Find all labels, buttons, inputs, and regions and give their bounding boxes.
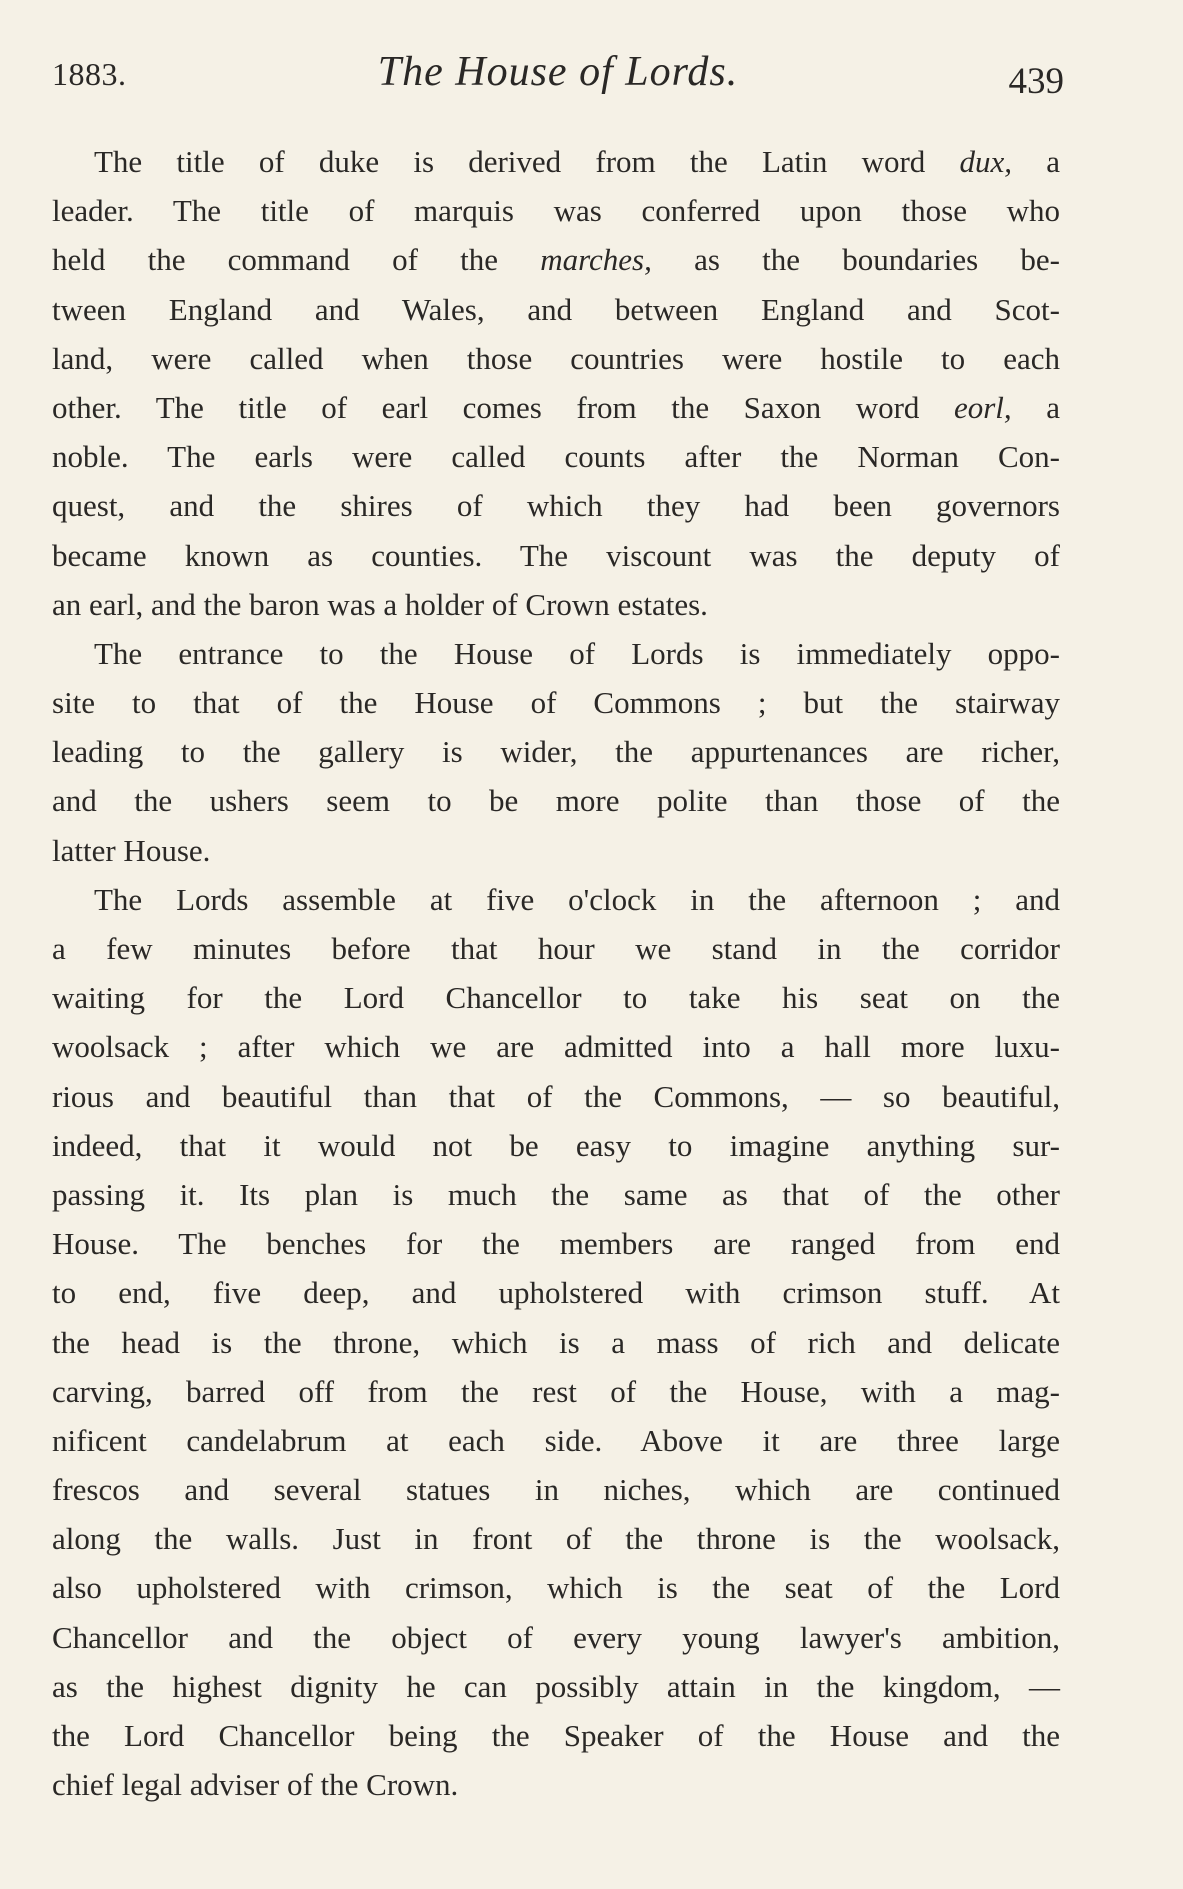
text-line [52,481,1060,530]
text-segment: nificent candelabrum at each side. Above it are three large [52,1422,1060,1458]
text-line [52,285,1060,334]
text-line [52,186,1060,235]
text-segment: waiting for the Lord Chancellor to take his seat on the [52,980,1060,1016]
text-line [52,924,1060,973]
text-line [52,531,1060,580]
text-segment: the head is the throne, which is a mass of rich and delicate [52,1324,1060,1360]
text-segment: Chancellor and the object of every young lawyer's ambition, [52,1619,1060,1655]
paragraph [52,875,1060,1810]
text-line [52,1563,1060,1612]
text-line [52,1121,1060,1170]
text-line [52,1662,1060,1711]
header-title: The House of Lords. [377,49,739,95]
italic-word: dux, [959,144,1013,179]
text-segment: quest, and the shires of which they had been governors [52,488,1060,524]
text-segment: latter House. [52,832,211,868]
paragraph [52,137,1060,629]
text-segment: an earl, and the baron was a holder of Crown estates. [52,586,708,622]
text-segment: as the highest dignity he can possibly attain in the kingdom, — [52,1668,1060,1704]
text-line [52,383,1060,432]
text-segment: a [1012,144,1060,179]
text-segment: land, were called when those countries were hostile to each [52,340,1060,376]
running-header [52,48,1064,108]
text-line [52,1318,1060,1367]
text-line [52,1367,1060,1416]
text-segment: House. The benches for the members are ranged from end [52,1226,1060,1262]
text-line [52,235,1060,284]
text-line [52,776,1060,825]
text-segment: the Lord Chancellor being the Speaker of the House and the [52,1718,1060,1753]
header-year: 1883. [52,56,127,92]
italic-word: eorl, [953,389,1012,425]
body-text [52,137,1060,1809]
text-segment: rious and beautiful than that of the Commons, — so beautiful, [52,1078,1060,1114]
text-segment: along the walls. Just in front of the throne is the woolsack, [52,1521,1060,1557]
text-segment: chief legal adviser of the Crown. [52,1767,459,1803]
text-line [52,678,1060,727]
text-segment: The Lords assemble at five o'clock in the afternoon ; and [94,881,1060,917]
text-line [52,1760,1060,1809]
text-line [52,629,1060,678]
text-segment: tween England and Wales, and between England and Scot- [52,291,1060,327]
text-line [52,973,1060,1022]
text-line [52,1465,1060,1514]
text-segment: to end, five deep, and upholstered with crimson stuff. At [52,1275,1060,1311]
text-segment: The title of duke is derived from the Latin word [94,144,960,179]
text-line [52,334,1060,383]
text-segment: other. The title of earl comes from the Saxon word [52,389,954,425]
text-line [52,1170,1060,1219]
text-line [52,826,1060,875]
text-line [52,137,1060,186]
text-line [52,727,1060,776]
page-number: 439 [1008,61,1064,102]
text-segment: indeed, that it would not be easy to imagine anything sur- [52,1127,1060,1163]
text-segment: as the boundaries be- [651,242,1061,278]
text-line [52,1072,1060,1121]
text-segment: a few minutes before that hour we stand in the corridor [52,931,1060,966]
text-line [52,1613,1060,1662]
italic-word: marches, [540,242,652,278]
text-line [52,875,1060,924]
text-segment: became known as counties. The viscount was the deputy of [52,537,1060,573]
text-segment: leader. The title of marquis was conferred upon those who [52,193,1060,229]
text-segment: also upholstered with crimson, which is the seat of the Lord [52,1570,1060,1606]
text-segment: frescos and several statues in niches, which are continued [52,1472,1060,1508]
text-line [52,580,1060,629]
text-line [52,1416,1060,1465]
text-segment: The entrance to the House of Lords is immediately oppo- [94,635,1060,671]
text-line [52,1268,1060,1317]
text-line [52,1219,1060,1268]
text-segment: leading to the gallery is wider, the appurtenances are richer, [52,734,1060,770]
text-line [52,1022,1060,1071]
text-segment: woolsack ; after which we are admitted into a hall more luxu- [52,1029,1060,1065]
text-segment: noble. The earls were called counts after the Norman Con- [52,439,1060,475]
paragraph [52,629,1060,875]
text-segment: a [1011,389,1060,425]
text-segment: and the ushers seem to be more polite than those of the [52,783,1060,819]
text-segment: site to that of the House of Commons ; but the stairway [52,685,1060,721]
text-line [52,1711,1060,1760]
text-segment: carving, barred off from the rest of the House, with a mag- [52,1373,1060,1409]
text-line [52,1514,1060,1563]
text-segment: passing it. Its plan is much the same as that of the other [52,1176,1060,1212]
text-line [52,432,1060,481]
text-segment: held the command of the [52,242,541,278]
